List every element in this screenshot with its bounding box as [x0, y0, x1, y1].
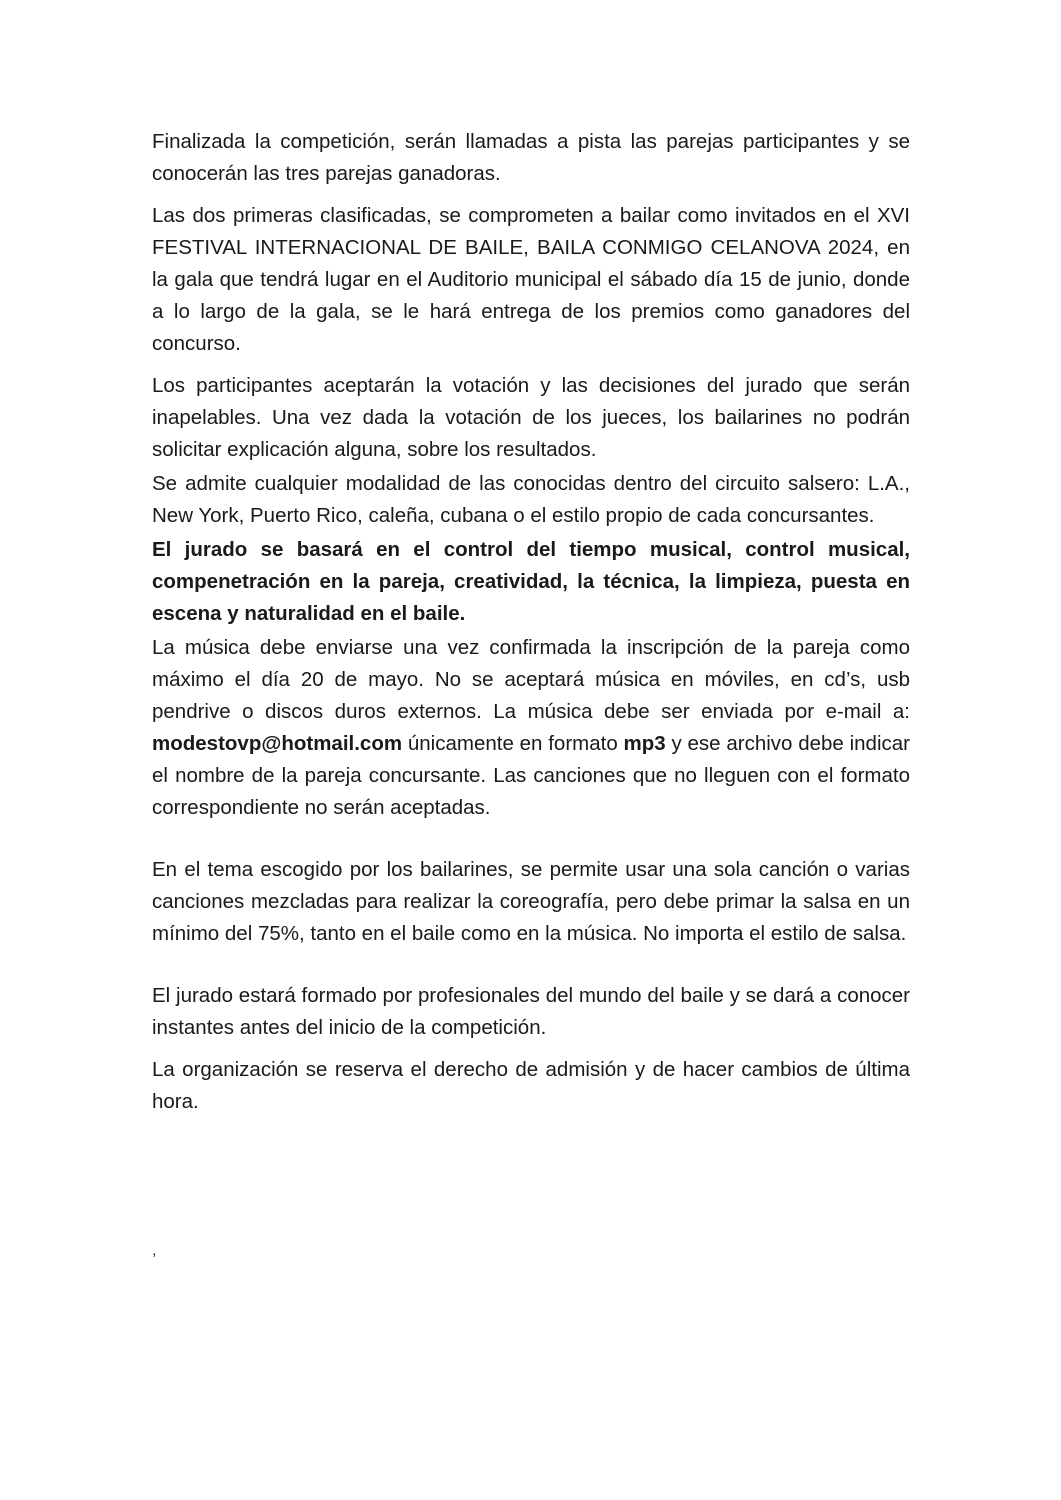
paragraph-music-submission: [152, 632, 910, 824]
paragraph-jury-decisions: Los participantes aceptarán la votación y las decisiones del jurado que serán inapelables. Una vez dada la votación de los jueces, los bailarines no podrán solicitar explicación alguna, sobre los resultados.: [152, 374, 910, 461]
paragraph-song-rules: En el tema escogido por los bailarines, se permite usar una sola canción o varias canciones mezcladas para realizar la coreografía, pero debe primar la salsa en un mínimo del 75%, tanto en el baile como en la música. No importa el estilo de salsa.: [152, 858, 910, 945]
paragraph-organization-rights: La organización se reserva el derecho de admisión y de hacer cambios de última hora.: [152, 1058, 910, 1113]
paragraph-judging-criteria: El jurado se basará en el control del tiempo musical, control musical, compenetración en la pareja, creatividad, la técnica, la limpieza, puesta en escena y naturalidad en el baile.: [152, 538, 910, 625]
music-text-part3: y ese archivo debe indicar el nombre de la pareja concursante. Las canciones que no lleguen con el formato correspondiente no serán aceptadas.: [152, 732, 910, 819]
stray-comma: ,: [152, 1242, 157, 1259]
paragraph-final-call: Finalizada la competición, serán llamadas a pista las parejas participantes y se conocerán las tres parejas ganadoras.: [152, 130, 910, 185]
email-address: modestovp@hotmail.com: [152, 732, 403, 755]
music-text-part1: La música debe enviarse una vez confirmada la inscripción de la pareja como máximo el día 20 de mayo. No se aceptará música en móviles, en cd’s, usb pendrive o discos duros externos. La música debe ser enviada por e-mail a:: [152, 636, 910, 723]
paragraph-dance-styles: Se admite cualquier modalidad de las conocidas dentro del circuito salsero: L.A., New York, Puerto Rico, caleña, cubana o el estilo propio de cada concursantes.: [152, 472, 910, 527]
document-body: [152, 126, 910, 1118]
format-mp3: mp3: [623, 732, 666, 755]
paragraph-jury-composition: El jurado estará formado por profesionales del mundo del baile y se dará a conocer instantes antes del inicio de la competición.: [152, 984, 910, 1039]
paragraph-winners-invitation: Las dos primeras clasificadas, se comprometen a bailar como invitados en el XVI FESTIVAL INTERNACIONAL DE BAILE, BAILA CONMIGO CELANOVA 2024, en la gala que tendrá lugar en el Auditorio municipal el sábado día 15 de junio, donde a lo largo de la gala, se le hará entrega de los premios como ganadores del concurso.: [152, 204, 910, 355]
music-text-part2: únicamente en formato: [402, 732, 624, 755]
